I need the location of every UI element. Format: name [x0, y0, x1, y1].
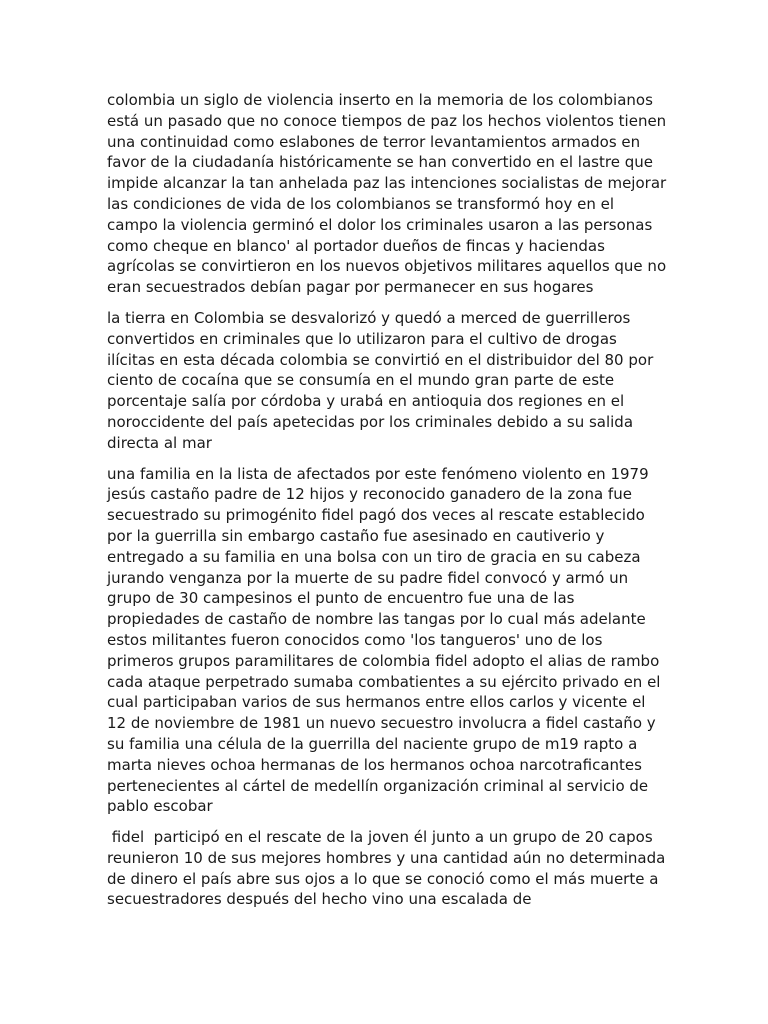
paragraph-2: la tierra en Colombia se desvalorizó y quedó a merced de guerrilleros convertidos en criminales que lo utilizaron para el cultivo de drogas ilícitas en esta década colombia se convirtió en el distribuidor del 80 por ciento de cocaína que se consumía en el mundo gran parte de este porcentaje salía por córdoba y urabá en antioquia dos regiones en el noroccidente del país apetecidas por los criminales debido a su salida directa al mar: [107, 308, 654, 452]
paragraph-4: fidel participó en el rescate de la joven él junto a un grupo de 20 capos reunieron 10 de sus mejores hombres y una cantidad aún no determinada de dinero el país abre sus ojos a lo que se conoció como el más muerte a secuestradores después del hecho vino una escalada de: [107, 828, 671, 909]
document-body: [107, 90, 671, 920]
paragraph-1: colombia un siglo de violencia inserto en la memoria de los colombianos está un pasado que no conoce tiempos de paz los hechos violentos tienen una continuidad como eslabones de terror levantamientos armados en favor de la ciudadanía históricamente se han convertido en el lastre que impide alcanzar la tan anhelada paz las intenciones socialistas de mejorar las condiciones de vida de los colombianos se transformó hoy en el campo la violencia germinó el dolor los criminales usaron a las personas como cheque en blanco' al portador dueños de fincas y haciendas agrícolas se convirtieron en los nuevos objetivos militares aquellos que no eran secuestrados debían pagar por permanecer en sus hogares: [107, 91, 667, 297]
paragraph-3: una familia en la lista de afectados por este fenómeno violento en 1979 jesús castaño padre de 12 hijos y reconocido ganadero de la zona fue secuestrado su primogénito fidel pagó dos veces al rescate establecido por la guerrilla sin embargo castaño fue asesinado en cautiverio y entregado a su familia en una bolsa con un tiro de gracia en su cabeza jurando venganza por la muerte de su padre fidel convocó y armó un grupo de 30 campesinos el punto de encuentro fue una de las propiedades de castaño de nombre las tangas por lo cual más adelante estos militantes fueron conocidos como 'los tangueros' uno de los primeros grupos paramilitares de colombia fidel adopto el alias de rambo cada ataque perpetrado sumaba combatientes a su ejército privado en el cual participaban varios de sus hermanos entre ellos carlos y vicente el 12 de noviembre de 1981 un nuevo secuestro involucra a fidel castaño y su familia una célula de la guerrilla del naciente grupo de m19 rapto a marta nieves ochoa hermanas de los hermanos ochoa narcotraficantes pertenecientes al cártel de medellín organización criminal al servicio de pablo escobar: [107, 464, 661, 816]
